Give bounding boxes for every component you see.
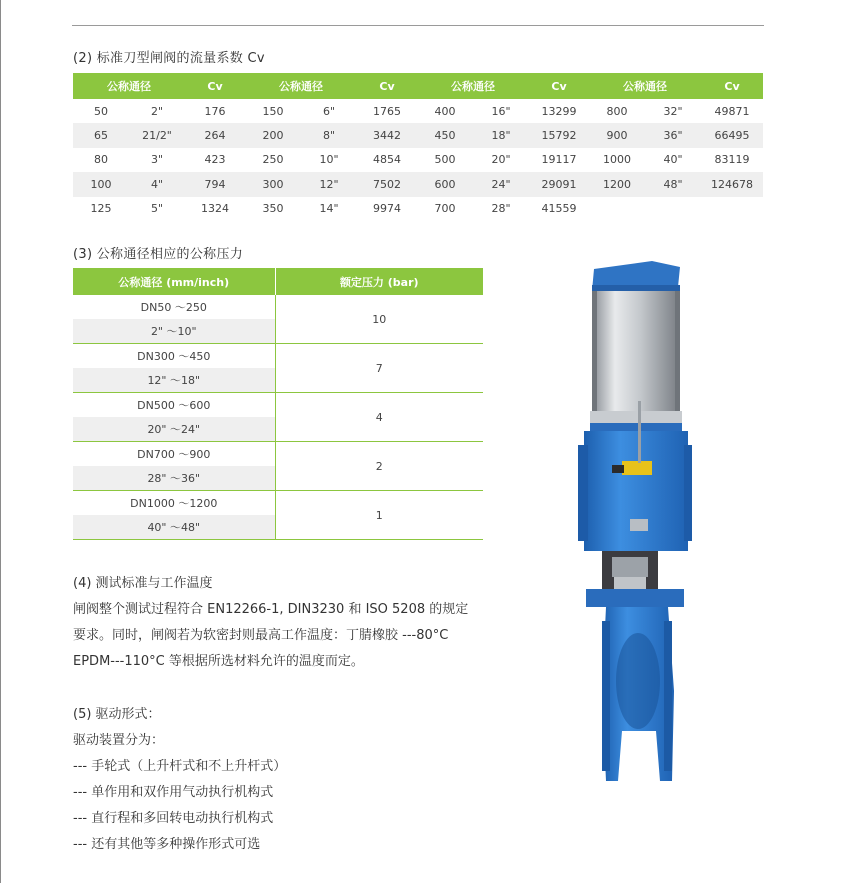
- limit-switch-connector: [612, 465, 624, 473]
- table-cell: 83119: [714, 153, 750, 167]
- table-row: [73, 295, 483, 319]
- body-lug-right: [664, 621, 672, 771]
- pressure-value: 2: [275, 442, 483, 491]
- table-cell: 28": [491, 202, 511, 216]
- name-plate: [630, 519, 648, 531]
- table-cell: 15792: [529, 123, 589, 147]
- valve-yoke: [584, 431, 688, 551]
- section5-line: --- 手轮式（上升杆式和不上升杆式）: [73, 759, 287, 774]
- section5-heading: (5) 驱动形式：: [73, 707, 161, 722]
- table-cell: 176: [204, 104, 226, 118]
- table-cell: 7502: [357, 172, 417, 196]
- table-cell: 20": [491, 153, 511, 167]
- cv-header-cv: Cv: [357, 73, 417, 99]
- table-row: [73, 197, 763, 221]
- table-cell: 794: [185, 172, 245, 196]
- table-cell: 423: [204, 153, 226, 167]
- table-cell: 50: [94, 104, 108, 118]
- table-cell: 1765: [373, 104, 401, 118]
- table-cell: 13299: [541, 104, 577, 118]
- cylinder-bottom-flange: [590, 423, 682, 431]
- table-cell: 3442: [357, 123, 417, 147]
- section5-line: --- 还有其他等多种操作形式可选: [73, 837, 261, 852]
- table-cell: 3": [150, 153, 164, 167]
- cv-table-header: [73, 73, 763, 99]
- cv-header-cv: Cv: [701, 73, 763, 99]
- table-cell: 24": [473, 172, 529, 196]
- table-row: [73, 99, 763, 123]
- table-cell: 10": [319, 153, 339, 167]
- section4-line: 要求。同时，闸阀若为软密封则最高工作温度：丁腈橡胶 ---80°C: [73, 628, 449, 643]
- table-cell: 21/2": [129, 123, 185, 147]
- body-lug-left: [602, 621, 610, 771]
- section5-line: --- 单作用和双作用气动执行机构式: [73, 785, 274, 800]
- table-cell: 800: [606, 104, 628, 118]
- table-cell: 14": [319, 202, 339, 216]
- knife-gate-valve-image: [572, 261, 692, 786]
- table-cell: 32": [663, 104, 683, 118]
- table-cell: 150: [262, 104, 284, 118]
- limit-switch: [622, 461, 652, 475]
- cv-header-cv: Cv: [529, 73, 589, 99]
- table-cell: [589, 197, 645, 221]
- table-cell: 700: [434, 202, 456, 216]
- table-cell: 16": [491, 104, 511, 118]
- tie-rod-right: [675, 291, 680, 411]
- inch-range: 20" ～24": [73, 417, 275, 442]
- table-cell: 350: [262, 202, 284, 216]
- table-row: [73, 148, 763, 172]
- dn-range: DN50 ～250: [73, 295, 275, 319]
- table-row: [73, 491, 483, 516]
- dn-range: DN500 ～600: [73, 393, 275, 418]
- cv-header-size: 公称通径: [589, 73, 701, 99]
- section4-line: EPDM---110°C 等根据所选材料允许的温度而定。: [73, 654, 364, 669]
- table-cell: 4854: [373, 153, 401, 167]
- table-row: [73, 442, 483, 467]
- cv-header-cv: Cv: [185, 73, 245, 99]
- table-cell: 125: [90, 202, 112, 216]
- table-cell: 200: [245, 123, 301, 147]
- table-cell: 250: [262, 153, 284, 167]
- table-cell: [701, 197, 763, 221]
- table-cell: 80: [94, 153, 108, 167]
- table-row: [73, 172, 763, 196]
- table-cell: 124678: [701, 172, 763, 196]
- section4-line: 闸阀整个测试过程符合 EN12266-1, DIN3230 和 ISO 5208 的规定: [73, 602, 469, 617]
- stem-bolts: [614, 577, 646, 589]
- table-cell: 5": [150, 202, 164, 216]
- pressure-table-header: [73, 268, 483, 295]
- dn-range: DN300 ～450: [73, 344, 275, 369]
- table-cell: 2": [150, 104, 164, 118]
- cv-header-size: 公称通径: [245, 73, 357, 99]
- table-cell: 8": [301, 123, 357, 147]
- table-cell: 6": [322, 104, 336, 118]
- table-cell: 400: [434, 104, 456, 118]
- table-cell: 19117: [541, 153, 577, 167]
- pressure-table: [73, 268, 483, 540]
- table-cell: 66495: [701, 123, 763, 147]
- table-row: [73, 393, 483, 418]
- inch-range: 40" ～48": [73, 515, 275, 540]
- section3-heading: (3) 公称通径相应的公称压力: [73, 247, 244, 262]
- page-left-border: [0, 0, 1, 883]
- pressure-value: 7: [275, 344, 483, 393]
- pressure-value: 4: [275, 393, 483, 442]
- table-cell: 1200: [589, 172, 645, 196]
- table-cell: 264: [185, 123, 245, 147]
- table-cell: 300: [245, 172, 301, 196]
- pressure-value: 10: [275, 295, 483, 344]
- table-cell: 9974: [373, 202, 401, 216]
- body-top-flange: [586, 589, 684, 607]
- inch-range: 2" ～10": [73, 319, 275, 344]
- table-row: [73, 123, 763, 147]
- table-cell: 65: [73, 123, 129, 147]
- section5-line: --- 直行程和多回转电动执行机构式: [73, 811, 274, 826]
- table-cell: 1324: [201, 202, 229, 216]
- table-cell: 12": [301, 172, 357, 196]
- table-cell: [645, 197, 701, 221]
- inch-range: 28" ～36": [73, 466, 275, 491]
- yoke-side-left: [578, 445, 588, 541]
- cv-header-size: 公称通径: [417, 73, 529, 99]
- table-cell: 49871: [714, 104, 750, 118]
- table-cell: 41559: [541, 202, 577, 216]
- top-rule: [72, 25, 764, 26]
- table-cell: 40": [663, 153, 683, 167]
- pressure-header-size: 公称通径 (mm/inch): [73, 268, 275, 295]
- cylinder-bottom-cap: [590, 411, 682, 425]
- switch-rod: [638, 401, 641, 463]
- dn-range: DN700 ～900: [73, 442, 275, 467]
- cv-header-size: 公称通径: [73, 73, 185, 99]
- packing-gland: [612, 557, 648, 577]
- table-cell: 18": [473, 123, 529, 147]
- pneumatic-cylinder: [594, 291, 678, 411]
- yoke-side-right: [684, 445, 692, 541]
- table-cell: 100: [73, 172, 129, 196]
- section5-line: 驱动装置分为：: [73, 733, 165, 748]
- table-cell: 29091: [529, 172, 589, 196]
- pressure-header-pressure: 额定压力 (bar): [275, 268, 483, 295]
- table-cell: 900: [589, 123, 645, 147]
- table-cell: 1000: [603, 153, 631, 167]
- table-cell: 600: [417, 172, 473, 196]
- section5-block: [73, 702, 493, 858]
- table-row: [73, 344, 483, 369]
- section4-heading: (4) 测试标准与工作温度: [73, 576, 213, 591]
- pressure-value: 1: [275, 491, 483, 540]
- table-cell: 450: [417, 123, 473, 147]
- table-cell: 500: [434, 153, 456, 167]
- valve-port: [616, 633, 660, 729]
- table-cell: 4": [129, 172, 185, 196]
- tie-rod-left: [592, 291, 597, 411]
- section2-heading: (2) 标准刀型闸阀的流量系数 Cv: [73, 51, 265, 66]
- table-cell: 48": [645, 172, 701, 196]
- dn-range: DN1000 ～1200: [73, 491, 275, 516]
- cv-table: [73, 73, 763, 221]
- inch-range: 12" ～18": [73, 368, 275, 393]
- table-cell: 36": [645, 123, 701, 147]
- actuator-cap-rim: [592, 285, 680, 291]
- section4-block: [73, 571, 493, 675]
